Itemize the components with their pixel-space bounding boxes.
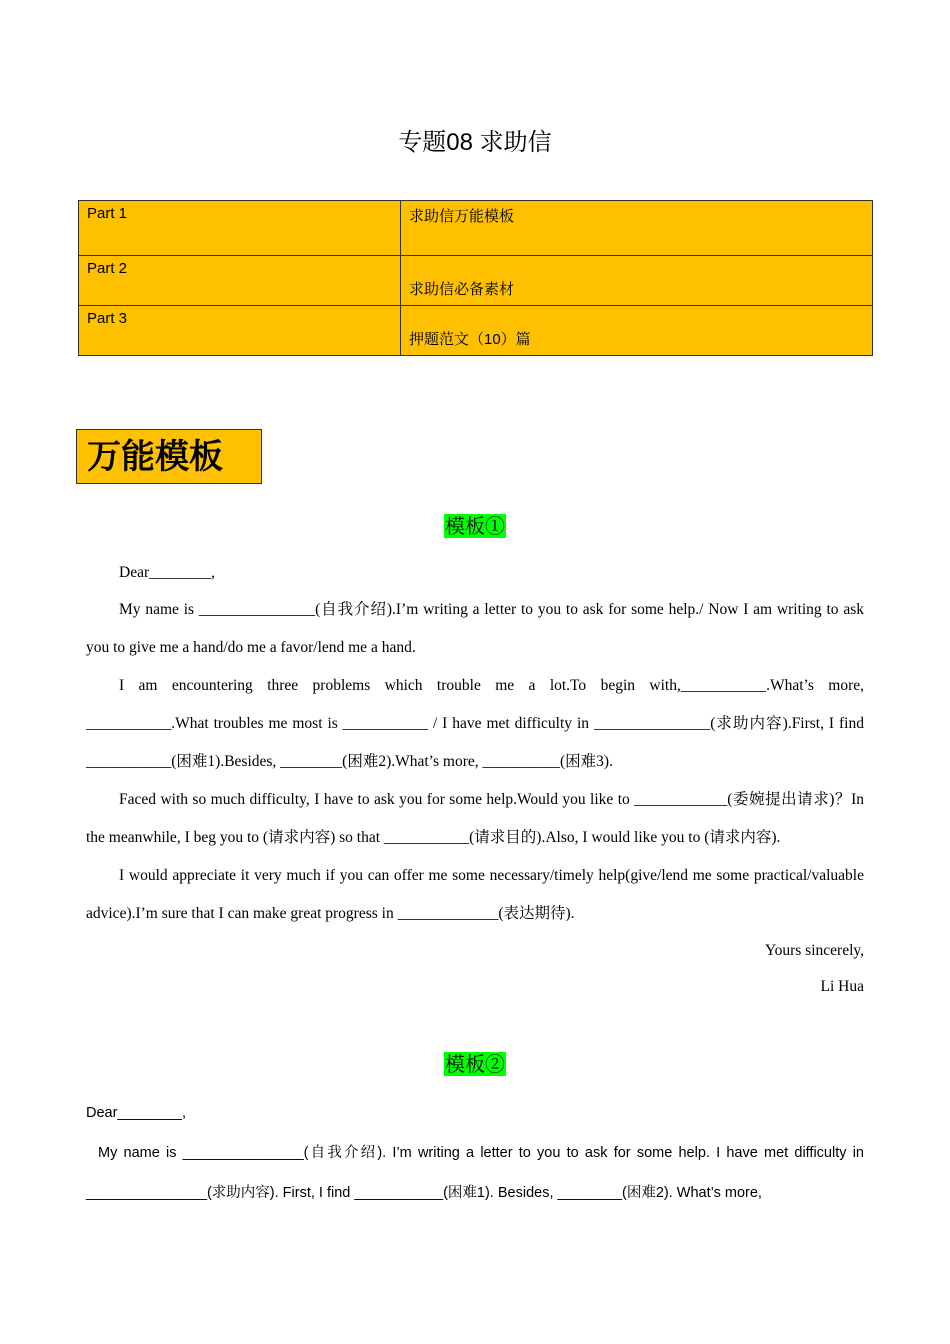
template-heading: 模板②	[445, 1052, 505, 1076]
signature: Li Hua	[820, 978, 864, 995]
part-label: Part 2	[79, 256, 401, 306]
section-heading: 万能模板	[76, 429, 262, 484]
salutation: Dear________,	[119, 564, 215, 581]
paragraph: I am encountering three problems which trouble me a lot.To begin with,___________.What’s more, ___________.What troubles me most is ___________ / I have met difficulty in _______________(求助内容).First, I find ___________(困难1).Besides, ________(困难2).What’s more, __________(困难3).	[86, 677, 864, 770]
salutation: Dear________,	[86, 1105, 186, 1121]
template-heading: 模板①	[445, 514, 505, 538]
part-label: Part 1	[79, 201, 401, 256]
part-content: 押题范文（10）篇	[401, 306, 873, 356]
paragraph: My name is _______________(自我介绍).I’m writing a letter to you to ask for some help./ Now I am writing to ask you to give me a hand/do me a favor/lend me a hand.	[86, 601, 864, 656]
template2-body	[86, 1093, 864, 1213]
table-row	[79, 201, 873, 256]
paragraph: My name is _______________(自我介绍). I’m writing a letter to you to ask for some help. I have met difficulty in _______________(求助内容). First, I find ___________(困难1). Besides, ________(困难2). What’s more,	[86, 1145, 864, 1201]
paragraph: I would appreciate it very much if you can offer me some necessary/timely help(give/lend me some practical/valuable advice).I’m sure that I can make great progress in _____________(表达期待).	[86, 867, 864, 922]
part-content: 求助信必备素材	[401, 256, 873, 306]
page-title: 专题08 求助信	[398, 129, 552, 156]
paragraph: Faced with so much difficulty, I have to ask you for some help.Would you like to ____________(委婉提出请求)？In the meanwhile, I beg you to (请求内容) so that ___________(请求目的).Also, I would like you to (请求内容).	[86, 791, 864, 846]
closing: Yours sincerely,	[764, 942, 864, 959]
table-row	[79, 306, 873, 356]
template1-body	[86, 555, 864, 1005]
part-content: 求助信万能模板	[401, 201, 873, 256]
table-row	[79, 256, 873, 306]
part-label: Part 3	[79, 306, 401, 356]
parts-table	[78, 200, 873, 356]
